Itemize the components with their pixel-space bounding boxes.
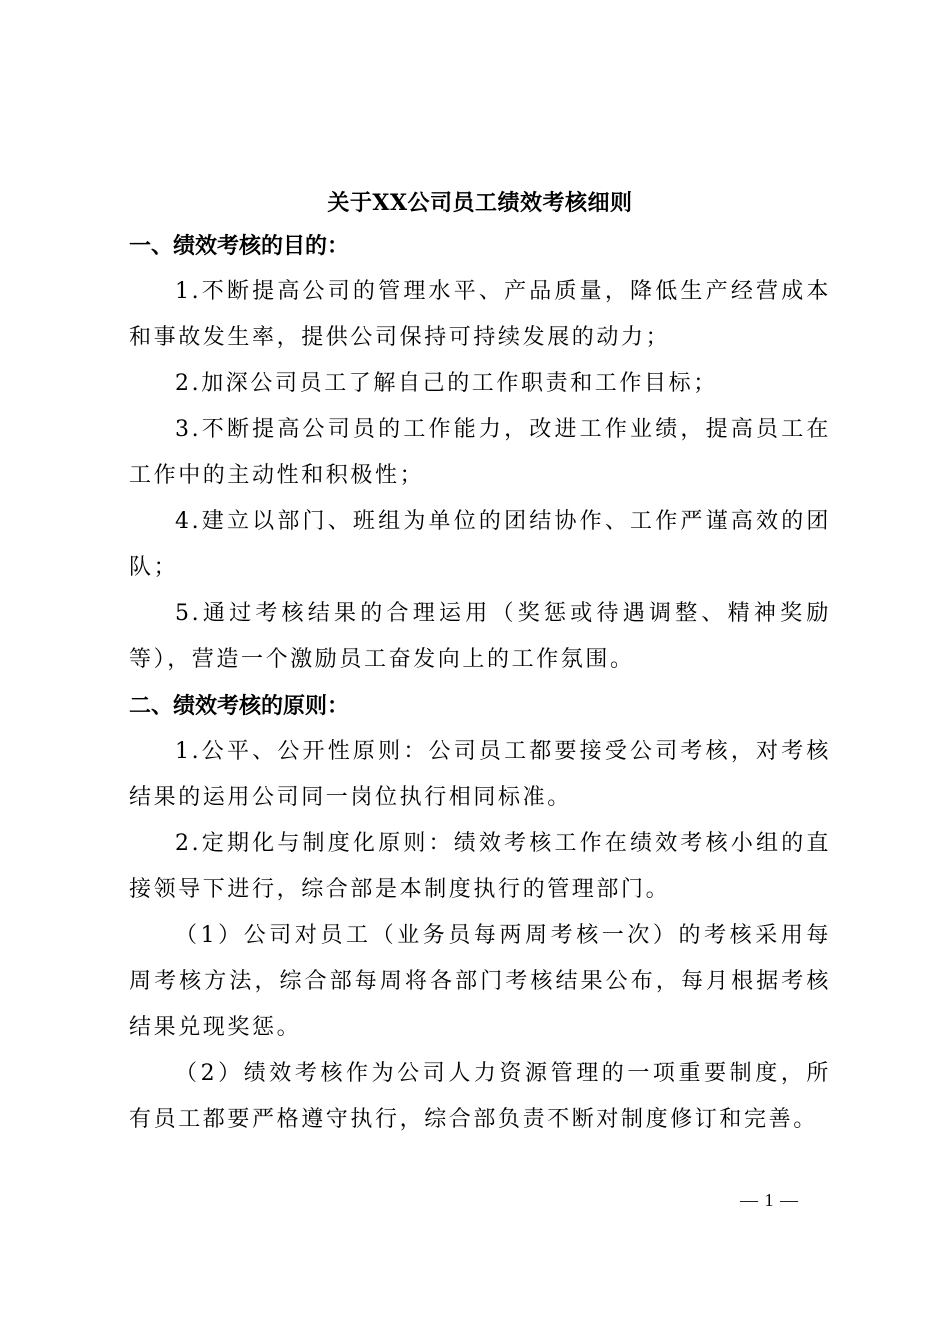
- page-number: — 1 —: [740, 1190, 799, 1210]
- paragraph: 2.加深公司员工了解自己的工作职责和工作目标；: [175, 371, 718, 396]
- paragraph: 1.不断提高公司的管理水平、产品质量，降低生产经营成本和事故发生率，提供公司保持可持续发展的动力；: [129, 279, 831, 350]
- paragraph: 1.公平、公开性原则：公司员工都要接受公司考核，对考核结果的运用公司同一岗位执行相同标准。: [129, 739, 831, 810]
- paragraph: （1）公司对员工（业务员每两周考核一次）的考核采用每周考核方法，综合部每周将各部门考核结果公布，每月根据考核结果兑现奖惩。: [129, 923, 831, 1040]
- paragraph: 3.不断提高公司员的工作能力，改进工作业绩，提高员工在工作中的主动性和积极性；: [129, 417, 831, 488]
- section-purpose: [129, 223, 831, 683]
- paragraph: 4.建立以部门、班组为单位的团结协作、工作严谨高效的团队；: [129, 509, 831, 580]
- section-heading: 一、绩效考核的目的：: [129, 233, 350, 259]
- section-heading: 二、绩效考核的原则：: [129, 693, 350, 719]
- paragraph: 5.通过考核结果的合理运用（奖惩或待遇调整、精神奖励等），营造一个激励员工奋发向上的工作氛围。: [129, 601, 831, 672]
- document-title: 关于XX公司员工绩效考核细则: [327, 190, 633, 216]
- paragraph: （2）绩效考核作为公司人力资源管理的一项重要制度，所有员工都要严格遵守执行，综合部负责不断对制度修订和完善。: [129, 1061, 831, 1132]
- document-page: [129, 183, 831, 1143]
- section-principles: [129, 683, 831, 1143]
- paragraph: 2.定期化与制度化原则：绩效考核工作在绩效考核小组的直接领导下进行，综合部是本制度执行的管理部门。: [129, 831, 831, 902]
